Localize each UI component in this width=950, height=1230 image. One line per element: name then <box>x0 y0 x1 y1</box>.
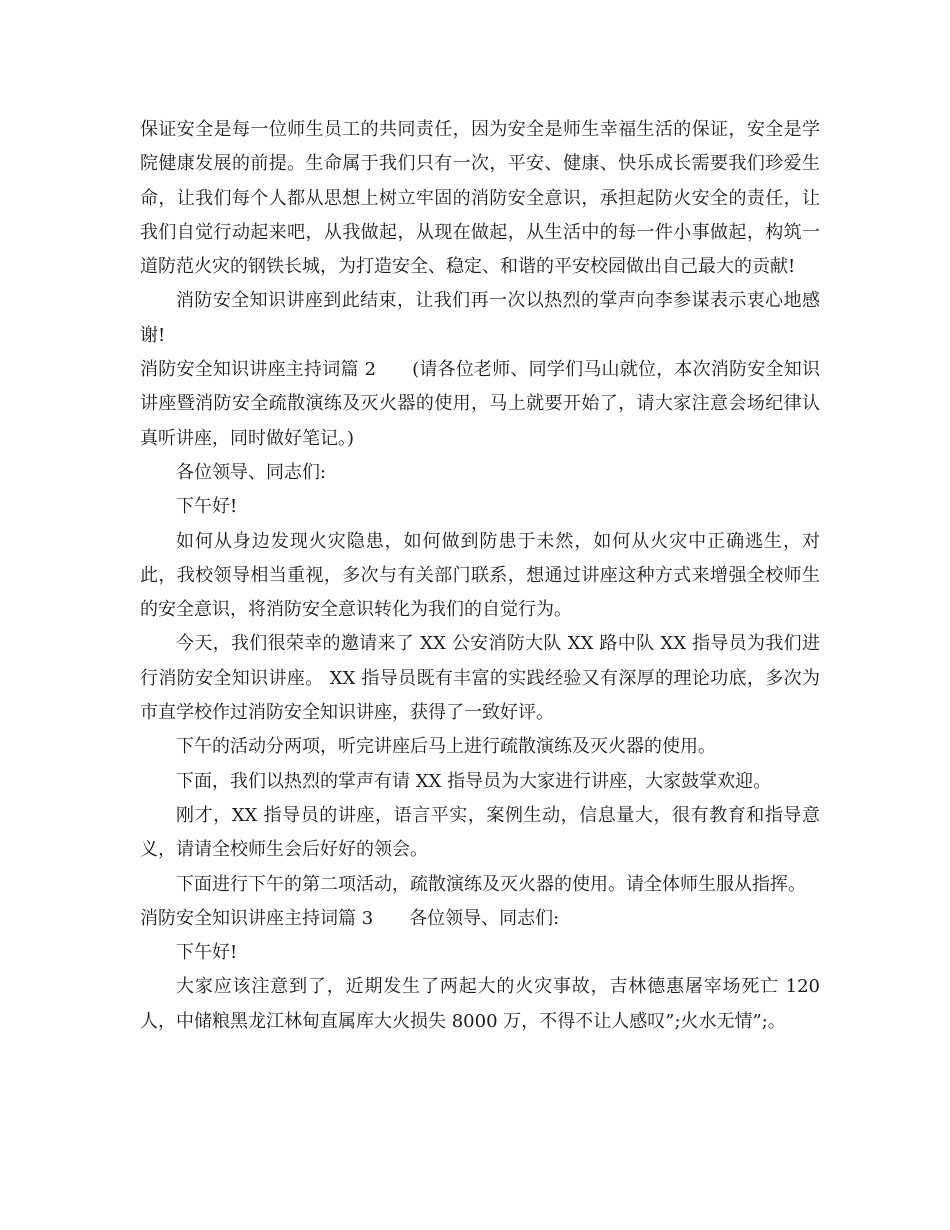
section-title-3: 消防安全知识讲座主持词篇 3 <box>140 907 374 929</box>
section-heading-3 <box>140 902 820 936</box>
section-title-2: 消防安全知识讲座主持词篇 2 <box>140 359 377 381</box>
paragraph-good-afternoon-2: 下午好! <box>176 942 238 964</box>
paragraph-activities: 下午的活动分两项，听完讲座后马上进行疏散演练及灭火器的使用。 <box>176 736 716 758</box>
paragraph-good-afternoon: 下午好! <box>176 496 238 518</box>
paragraph-second-activity: 下面进行下午的第二项活动，疏散演练及灭火器的使用。请全体师生服从指挥。 <box>176 873 806 895</box>
paragraph-fire-hazards: 如何从身边发现火灾隐患，如何做到防患于未然，如何从火灾中正确逃生，对此，我校领导相当重视，多次与有关部门联系，想通过讲座这种方式来增强全校师生的安全意识，将消防安全意识转化为我们的自觉行为。 <box>140 530 820 621</box>
section-heading-2 <box>140 353 820 456</box>
paragraph-fire-accidents: 大家应该注意到了，近期发生了两起大的火灾事故，吉林德惠屠宰场死亡 120 人，中储粮黑龙江林甸直属库大火损失 8000 万，不得不让人感叹”;火水无情”;。 <box>140 976 820 1032</box>
paragraph-greeting-leaders: 各位领导、同志们: <box>176 461 327 483</box>
paragraph-lecture-review: 刚才，XX 指导员的讲座，语言平实，案例生动，信息量大，很有教育和指导意义，请请全校师生会后好好的领会。 <box>140 804 820 861</box>
paragraph-closing-safety: 保证安全是每一位师生员工的共同责任，因为安全是师生幸福生活的保证，安全是学院健康发展的前提。生命属于我们只有一次，平安、健康、快乐成长需要我们珍爱生命，让我们每个人都从思想上树立牢固的消防安全意识，承担起防火安全的责任，让我们自觉行动起来吧，从我做起，从现在做起，从生活中的每一件小事做起，构筑一道防范火灾的钢铁长城，为打造安全、稳定、和谐的平安校园做出自己最大的贡献! <box>140 119 820 278</box>
paragraph-applause: 下面，我们以热烈的掌声有请 XX 指导员为大家进行讲座，大家鼓掌欢迎。 <box>176 770 772 792</box>
document-body <box>140 113 820 1039</box>
paragraph-thanks: 消防安全知识讲座到此结束，让我们再一次以热烈的掌声向李参谋表示衷心地感谢! <box>140 290 820 346</box>
paragraph-invitation: 今天，我们很荣幸的邀请来了 XX 公安消防大队 XX 路中队 XX 指导员为我们进行消防安全知识讲座。 XX 指导员既有丰富的实践经验又有深厚的理论功底，多次为市直学校作过消防安全知识讲座，获得了一致好评。 <box>140 633 820 724</box>
section-intro-2: (请各位老师、同学们马山就位，本次消防安全知识讲座暨消防安全疏散演练及灭火器的使用，马上就要开始了，请大家注意会场纪律认真听讲座，同时做好笔记。) <box>140 359 820 449</box>
section-intro-3: 各位领导、同志们: <box>409 907 560 929</box>
